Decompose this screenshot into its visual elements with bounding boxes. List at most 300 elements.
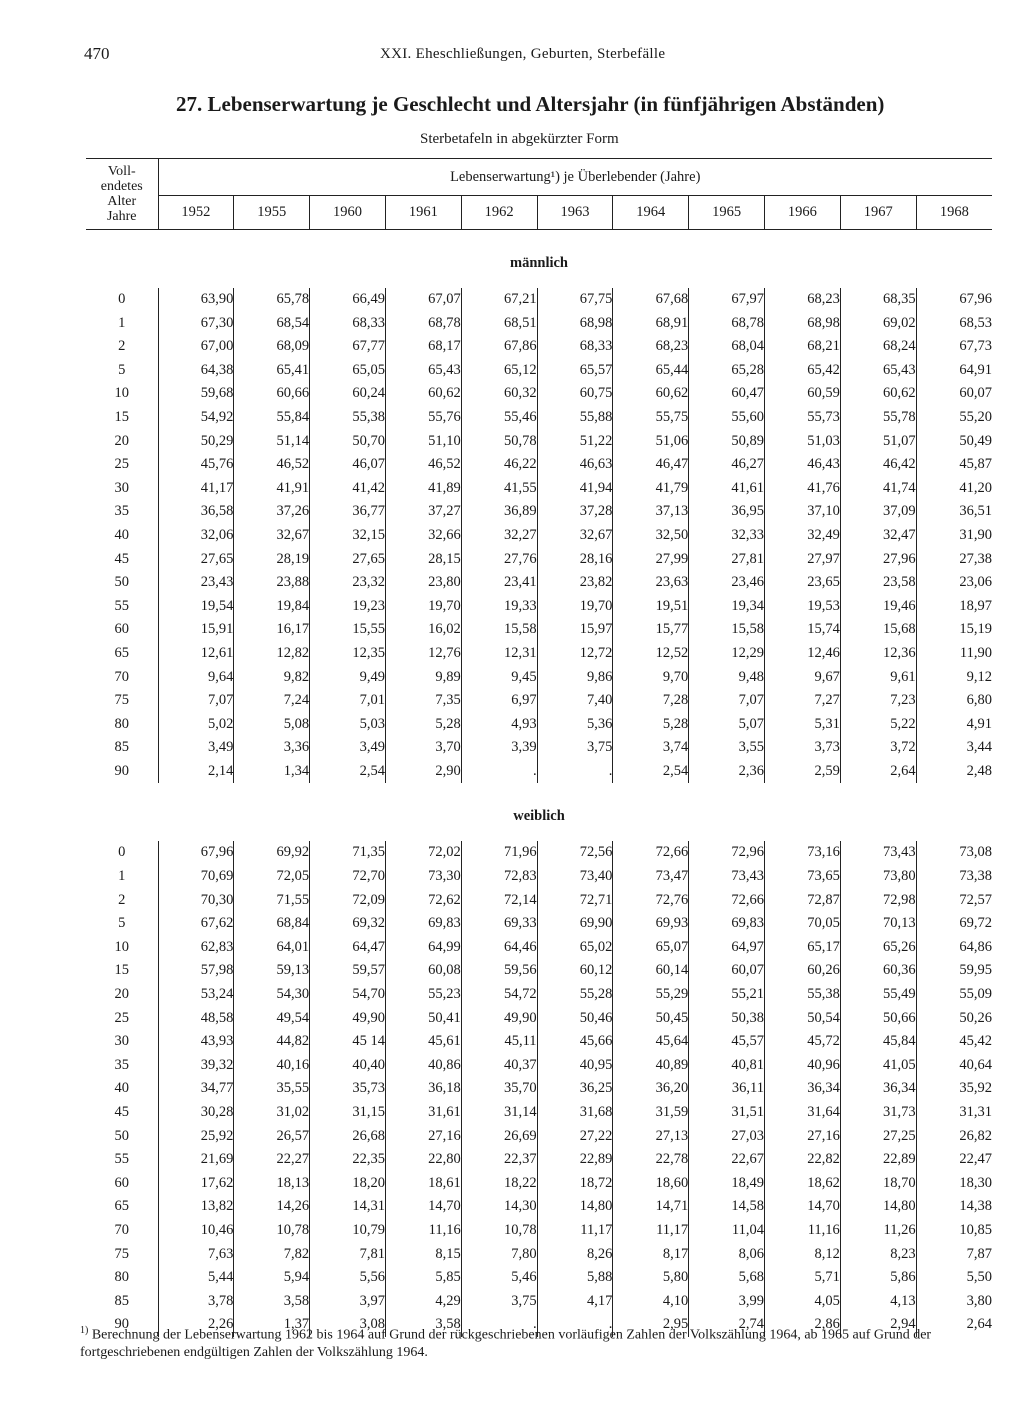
table-row [86,1007,992,1031]
value-cell: 2,54 [310,760,386,784]
age-header-line: Voll- [107,164,136,179]
table-row [86,1195,992,1219]
value-cell: 40,37 [461,1054,537,1078]
value-cell: 50,66 [840,1007,916,1031]
value-cell: 9,86 [537,666,613,690]
value-cell: 49,90 [461,1007,537,1031]
value-cell: 65,44 [613,359,689,383]
value-cell: 46,47 [613,453,689,477]
spacer-cell [86,272,992,288]
value-cell: 23,06 [916,571,992,595]
value-cell: 5,22 [840,713,916,737]
value-cell: 35,55 [234,1077,310,1101]
value-cell: 22,47 [916,1148,992,1172]
value-cell: 12,61 [158,642,234,666]
value-cell: 12,35 [310,642,386,666]
table-row [86,865,992,889]
age-cell: 0 [118,844,126,861]
value-cell: 19,23 [310,595,386,619]
year-header-1966: 1966 [765,196,841,230]
value-cell: 37,28 [537,500,613,524]
table-row [86,1290,992,1314]
page-number: 470 [84,44,110,63]
value-cell: 71,35 [310,841,386,865]
value-cell: 32,49 [765,524,841,548]
value-cell: 8,17 [613,1243,689,1267]
value-cell: 14,30 [461,1195,537,1219]
value-cell: 64,97 [689,936,765,960]
value-cell: 2,36 [689,760,765,784]
value-cell: 9,64 [158,666,234,690]
value-cell: 4,91 [916,713,992,737]
value-cell: 27,22 [537,1125,613,1149]
value-cell: 15,55 [310,618,386,642]
value-cell: 50,70 [310,430,386,454]
value-cell: 26,68 [310,1125,386,1149]
year-header-1961: 1961 [385,196,461,230]
value-cell: 23,46 [689,571,765,595]
value-cell: 60,62 [385,382,461,406]
value-cell: 7,63 [158,1243,234,1267]
age-cell: 15 [114,962,129,979]
value-cell: 4,17 [537,1290,613,1314]
value-cell: 45,64 [613,1030,689,1054]
value-cell: 65,78 [234,288,310,312]
age-cell: 25 [114,1009,129,1026]
value-cell: 60,59 [765,382,841,406]
value-cell: 9,49 [310,666,386,690]
age-cell: 2 [118,891,126,908]
value-cell: 15,19 [916,618,992,642]
age-cell: 55 [114,597,129,614]
value-cell: 26,82 [916,1125,992,1149]
value-cell: 51,10 [385,430,461,454]
value-cell: 15,58 [689,618,765,642]
age-cell: 40 [114,526,129,543]
age-cell: 90 [114,1316,129,1333]
value-cell: 22,89 [840,1148,916,1172]
value-cell: 68,33 [310,312,386,336]
value-cell: 55,20 [916,406,992,430]
value-cell: 2,64 [916,1313,992,1337]
value-cell: 67,96 [158,841,234,865]
value-cell: 22,78 [613,1148,689,1172]
value-cell: 65,05 [310,359,386,383]
value-cell: 70,05 [765,912,841,936]
value-cell: 72,57 [916,889,992,913]
value-cell: 73,43 [840,841,916,865]
value-cell: 73,38 [916,865,992,889]
age-header-line: Jahre [106,209,137,224]
value-cell: . [537,1313,613,1337]
value-cell: 68,78 [689,312,765,336]
value-cell: 3,74 [613,736,689,760]
value-cell: 60,07 [689,959,765,983]
value-cell: 19,51 [613,595,689,619]
life-expectancy-table [86,158,992,1337]
value-cell: 11,26 [840,1219,916,1243]
value-cell: 23,80 [385,571,461,595]
value-cell: 27,38 [916,548,992,572]
value-cell: 63,90 [158,288,234,312]
value-cell: 30,28 [158,1101,234,1125]
value-cell: 22,89 [537,1148,613,1172]
value-cell: 55,28 [537,983,613,1007]
value-cell: 41,42 [310,477,386,501]
value-cell: 2,48 [916,760,992,784]
age-cell: 25 [114,456,129,473]
value-cell: 37,09 [840,500,916,524]
value-cell: 32,27 [461,524,537,548]
value-cell: 41,20 [916,477,992,501]
value-cell: 18,13 [234,1172,310,1196]
table-row [86,382,992,406]
value-cell: 65,28 [689,359,765,383]
table-row [86,1054,992,1078]
value-cell: 41,17 [158,477,234,501]
value-cell: 27,96 [840,548,916,572]
table-row [86,571,992,595]
table-row [86,1101,992,1125]
value-cell: 69,83 [689,912,765,936]
year-header-1952: 1952 [158,196,234,230]
value-cell: 67,96 [916,288,992,312]
value-cell: 46,07 [310,453,386,477]
table-row [86,936,992,960]
value-cell: 14,26 [234,1195,310,1219]
value-cell: 9,61 [840,666,916,690]
value-cell: 3,49 [310,736,386,760]
table-row [86,642,992,666]
value-cell: 60,66 [234,382,310,406]
value-cell: 60,62 [840,382,916,406]
table-row [86,841,992,865]
age-cell: 2 [118,338,126,355]
value-cell: 18,22 [461,1172,537,1196]
value-cell: 67,00 [158,335,234,359]
value-cell: 54,70 [310,983,386,1007]
value-cell: 46,43 [765,453,841,477]
value-cell: 21,69 [158,1148,234,1172]
table-row [86,912,992,936]
value-cell: 11,16 [765,1219,841,1243]
value-cell: 51,14 [234,430,310,454]
value-cell: 69,32 [310,912,386,936]
table-body [86,230,992,1337]
value-cell: 10,85 [916,1219,992,1243]
value-cell: 15,97 [537,618,613,642]
value-cell: 27,97 [765,548,841,572]
value-cell: 60,36 [840,959,916,983]
age-cell: 85 [114,739,129,756]
value-cell: 69,72 [916,912,992,936]
value-cell: 55,73 [765,406,841,430]
age-cell: 45 [114,1104,129,1120]
value-cell: 36,20 [613,1077,689,1101]
value-cell: 23,32 [310,571,386,595]
value-cell: 41,89 [385,477,461,501]
value-cell: 15,91 [158,618,234,642]
age-cell: 50 [114,1127,129,1144]
year-header-1968: 1968 [916,196,992,230]
value-cell: 73,16 [765,841,841,865]
value-cell: 10,78 [461,1219,537,1243]
value-cell: 34,77 [158,1077,234,1101]
value-cell: 50,54 [765,1007,841,1031]
value-cell: 12,52 [613,642,689,666]
value-cell: 32,66 [385,524,461,548]
value-cell: 28,15 [385,548,461,572]
value-cell: 7,28 [613,689,689,713]
value-cell: 9,82 [234,666,310,690]
value-cell: 45 14 [310,1030,386,1054]
value-cell: 23,63 [613,571,689,595]
value-cell: 40,16 [234,1054,310,1078]
value-cell: 69,33 [461,912,537,936]
value-cell: 65,42 [765,359,841,383]
value-cell: 16,17 [234,618,310,642]
value-cell: 5,71 [765,1266,841,1290]
table-row [86,959,992,983]
table-row [86,983,992,1007]
value-cell: 16,02 [385,618,461,642]
value-cell: 2,74 [689,1313,765,1337]
value-cell: 5,56 [310,1266,386,1290]
footnote-mark: 1) [80,1325,89,1336]
value-cell: 41,05 [840,1054,916,1078]
table-row [86,430,992,454]
age-cell: 50 [114,574,129,591]
value-cell: 3,80 [916,1290,992,1314]
value-cell: 64,91 [916,359,992,383]
value-cell: 45,42 [916,1030,992,1054]
value-cell: 14,38 [916,1195,992,1219]
value-cell: 19,54 [158,595,234,619]
value-cell: 25,92 [158,1125,234,1149]
value-cell: 70,30 [158,889,234,913]
value-cell: 31,02 [234,1101,310,1125]
year-header-1965: 1965 [689,196,765,230]
value-cell: 9,67 [765,666,841,690]
value-cell: 68,04 [689,335,765,359]
value-cell: 50,38 [689,1007,765,1031]
value-cell: 7,82 [234,1243,310,1267]
value-cell: 7,81 [310,1243,386,1267]
value-cell: 41,76 [765,477,841,501]
value-cell: 68,53 [916,312,992,336]
value-cell: 67,62 [158,912,234,936]
age-cell: 5 [118,915,126,932]
value-cell: 57,98 [158,959,234,983]
age-cell: 70 [114,1221,129,1238]
value-cell: 40,40 [310,1054,386,1078]
value-cell: 55,76 [385,406,461,430]
age-cell: 90 [114,762,129,779]
value-cell: 55,49 [840,983,916,1007]
value-cell: 64,99 [385,936,461,960]
value-cell: 6,97 [461,689,537,713]
age-cell: 1 [118,314,126,331]
age-cell: 30 [114,1033,129,1050]
value-cell: 7,24 [234,689,310,713]
value-cell: 7,23 [840,689,916,713]
age-cell: 10 [114,938,129,955]
value-cell: 64,47 [310,936,386,960]
section-label-männlich: männlich [509,255,568,271]
age-cell: 75 [114,692,129,709]
value-cell: 73,80 [840,865,916,889]
value-cell: 22,35 [310,1148,386,1172]
value-cell: 72,70 [310,865,386,889]
value-cell: 19,70 [537,595,613,619]
value-cell: 14,80 [537,1195,613,1219]
value-cell: 3,49 [158,736,234,760]
spacer-cell [86,825,992,841]
value-cell: 15,77 [613,618,689,642]
value-cell: 19,34 [689,595,765,619]
value-cell: 55,23 [385,983,461,1007]
value-cell: 11,17 [613,1219,689,1243]
value-cell: 3,72 [840,736,916,760]
value-cell: 50,78 [461,430,537,454]
value-cell: 67,97 [689,288,765,312]
value-cell: 5,03 [310,713,386,737]
table-row [86,1125,992,1149]
value-cell: 40,81 [689,1054,765,1078]
value-cell: 68,98 [537,312,613,336]
value-cell: 73,47 [613,865,689,889]
table-row [86,1077,992,1101]
value-cell: 10,46 [158,1219,234,1243]
value-cell: 60,12 [537,959,613,983]
value-cell: 35,70 [461,1077,537,1101]
value-cell: 9,89 [385,666,461,690]
value-cell: 67,77 [310,335,386,359]
value-cell: 2,14 [158,760,234,784]
value-cell: 46,52 [385,453,461,477]
value-cell: 36,95 [689,500,765,524]
table-row [86,288,992,312]
value-cell: 22,82 [765,1148,841,1172]
value-cell: 5,80 [613,1266,689,1290]
value-cell: 59,68 [158,382,234,406]
value-cell: 7,01 [310,689,386,713]
value-cell: 7,80 [461,1243,537,1267]
table-row [86,689,992,713]
value-cell: 2,95 [613,1313,689,1337]
value-cell: 46,52 [234,453,310,477]
age-cell: 40 [114,1080,129,1097]
age-cell: 70 [114,668,129,685]
value-cell: 72,09 [310,889,386,913]
age-cell: 20 [114,986,129,1003]
value-cell: 67,86 [461,335,537,359]
value-cell: 40,95 [537,1054,613,1078]
value-cell: 36,34 [840,1077,916,1101]
year-header-row [86,196,992,230]
value-cell: 2,26 [158,1313,234,1337]
age-column-header [86,159,158,230]
value-cell: 14,31 [310,1195,386,1219]
value-cell: 68,09 [234,335,310,359]
value-cell: 5,46 [461,1266,537,1290]
value-cell: 39,32 [158,1054,234,1078]
year-header-1955: 1955 [234,196,310,230]
value-cell: 60,24 [310,382,386,406]
value-cell: 5,68 [689,1266,765,1290]
value-cell: 68,35 [840,288,916,312]
value-cell: 41,94 [537,477,613,501]
value-cell: 27,65 [310,548,386,572]
value-cell: 9,70 [613,666,689,690]
value-cell: . [461,760,537,784]
value-cell: 69,83 [385,912,461,936]
value-cell: 50,45 [613,1007,689,1031]
value-cell: 23,88 [234,571,310,595]
footnote [80,1322,980,1361]
value-cell: 22,80 [385,1148,461,1172]
value-cell: 3,36 [234,736,310,760]
value-cell: 12,31 [461,642,537,666]
value-cell: 60,75 [537,382,613,406]
value-cell: 5,94 [234,1266,310,1290]
value-cell: 65,57 [537,359,613,383]
value-cell: 18,20 [310,1172,386,1196]
value-cell: 41,79 [613,477,689,501]
value-cell: 14,70 [385,1195,461,1219]
value-cell: 27,16 [765,1125,841,1149]
year-header-1967: 1967 [840,196,916,230]
value-cell: 68,23 [765,288,841,312]
value-cell: 53,24 [158,983,234,1007]
table-row [86,548,992,572]
value-cell: 3,97 [310,1290,386,1314]
value-cell: 32,47 [840,524,916,548]
value-cell: 11,04 [689,1219,765,1243]
value-cell: 68,84 [234,912,310,936]
value-cell: 7,40 [537,689,613,713]
value-cell: 27,03 [689,1125,765,1149]
value-cell: 19,33 [461,595,537,619]
value-cell: 68,78 [385,312,461,336]
value-cell: 8,12 [765,1243,841,1267]
table-row [86,889,992,913]
age-cell: 20 [114,432,129,449]
value-cell: 2,64 [840,760,916,784]
value-cell: 36,11 [689,1077,765,1101]
value-cell: 45,76 [158,453,234,477]
value-cell: 27,81 [689,548,765,572]
value-cell: 23,65 [765,571,841,595]
value-cell: 32,67 [537,524,613,548]
value-cell: 55,38 [765,983,841,1007]
value-cell: 19,84 [234,595,310,619]
age-cell: 65 [114,1198,129,1215]
table-row [86,713,992,737]
value-cell: 4,05 [765,1290,841,1314]
value-cell: 12,82 [234,642,310,666]
value-cell: 54,30 [234,983,310,1007]
value-cell: 46,63 [537,453,613,477]
value-cell: 8,06 [689,1243,765,1267]
value-cell: 73,43 [689,865,765,889]
value-cell: 60,14 [613,959,689,983]
value-cell: 65,17 [765,936,841,960]
value-cell: 31,61 [385,1101,461,1125]
value-cell: 3,58 [385,1313,461,1337]
value-cell: 51,03 [765,430,841,454]
value-cell: 41,61 [689,477,765,501]
